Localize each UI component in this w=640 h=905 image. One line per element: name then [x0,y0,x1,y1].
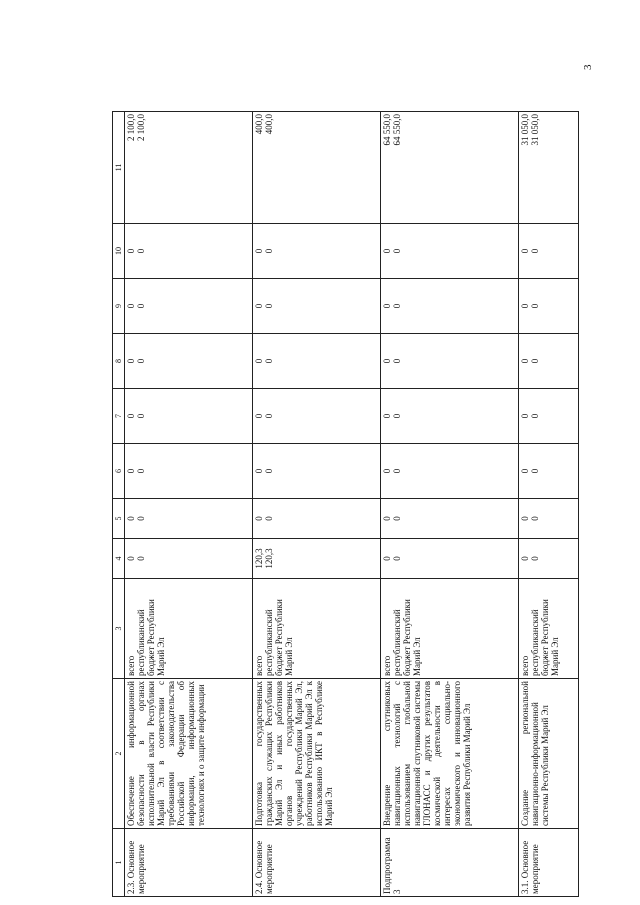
row-sources: всего республиканский бюджет Республики Марий Эл [125,579,253,679]
value-cell: 0 0 [125,444,253,499]
table-row [253,112,381,897]
value-cell: 0 0 [125,279,253,334]
value-cell: 0 0 [519,279,579,334]
value-cell: 0 0 [519,444,579,499]
value-cell: 0 0 [125,334,253,389]
col-header: 10 [113,224,125,279]
row-sources: всего республиканский бюджет Республики Марий Эл [253,579,381,679]
value-cell: 0 0 [519,539,579,579]
value-cell: 120,3 120,3 [253,539,381,579]
col-header: 11 [113,112,125,224]
row-code: 3.1. Основное мероприятие [519,829,579,897]
table-row [381,112,519,897]
value-cell: 64 550,0 64 550,0 [381,112,519,224]
col-header: 8 [113,334,125,389]
row-code: 2.3. Основное мероприятие [125,829,253,897]
value-cell: 0 0 [519,334,579,389]
col-header: 4 [113,539,125,579]
table-row [519,112,579,897]
value-cell: 400,0 400,0 [253,112,381,224]
row-name: Создание региональной навигационно-информационной системы Республики Марий Эл [519,679,579,829]
row-name: Обеспечение информационной безопасности в органах исполнительной власти Республики Марий Эл в соответствии с требованиями законодательства Российской Федерации об информации, информационных технологиях и о защите информации [125,679,253,829]
value-cell: 0 0 [253,444,381,499]
value-cell: 0 0 [381,444,519,499]
value-cell: 0 0 [253,279,381,334]
budget-table [112,111,579,897]
row-sources: всего республиканский бюджет Республики Марий Эл [381,579,519,679]
row-code: Подпрограмма 3 [381,829,519,897]
value-cell: 0 0 [381,279,519,334]
value-cell: 0 0 [519,499,579,539]
value-cell: 0 0 [125,389,253,444]
col-header: 6 [113,444,125,499]
value-cell: 2 100,0 2 100,0 [125,112,253,224]
value-cell: 0 0 [519,389,579,444]
value-cell: 0 0 [253,334,381,389]
value-cell: 0 0 [253,389,381,444]
value-cell: 0 0 [253,499,381,539]
header-row [113,112,125,897]
col-header: 5 [113,499,125,539]
row-sources: всего республиканский бюджет Республики Марий Эл [519,579,579,679]
page-number: 3 [582,64,594,70]
col-header: 1 [113,829,125,897]
value-cell: 0 0 [519,224,579,279]
value-cell: 0 0 [381,539,519,579]
col-header: 3 [113,579,125,679]
col-header: 7 [113,389,125,444]
row-name: Внедрение спутниковых навигационных технологий с использованием глобальной навигационной спутниковой системы ГЛОНАСС и других результатов космической деятельности в интересах социально-экономического и инновационного развития Республики Марий Эл [381,679,519,829]
row-name: Подготовка государственных гражданских служащих Республики Марий Эл и иных работников органов государственных учреждений Республики Марий Эл, работников Республики Марий Эл к использованию ИКТ в Республике Марий Эл [253,679,381,829]
value-cell: 31 050,0 31 050,0 [519,112,579,224]
value-cell: 0 0 [253,224,381,279]
value-cell: 0 0 [381,224,519,279]
col-header: 9 [113,279,125,334]
value-cell: 0 0 [381,499,519,539]
table-row [125,112,253,897]
value-cell: 0 0 [125,224,253,279]
value-cell: 0 0 [381,334,519,389]
value-cell: 0 0 [381,389,519,444]
value-cell: 0 0 [125,539,253,579]
row-code: 2.4. Основное мероприятие [253,829,381,897]
col-header: 2 [113,679,125,829]
value-cell: 0 0 [125,499,253,539]
